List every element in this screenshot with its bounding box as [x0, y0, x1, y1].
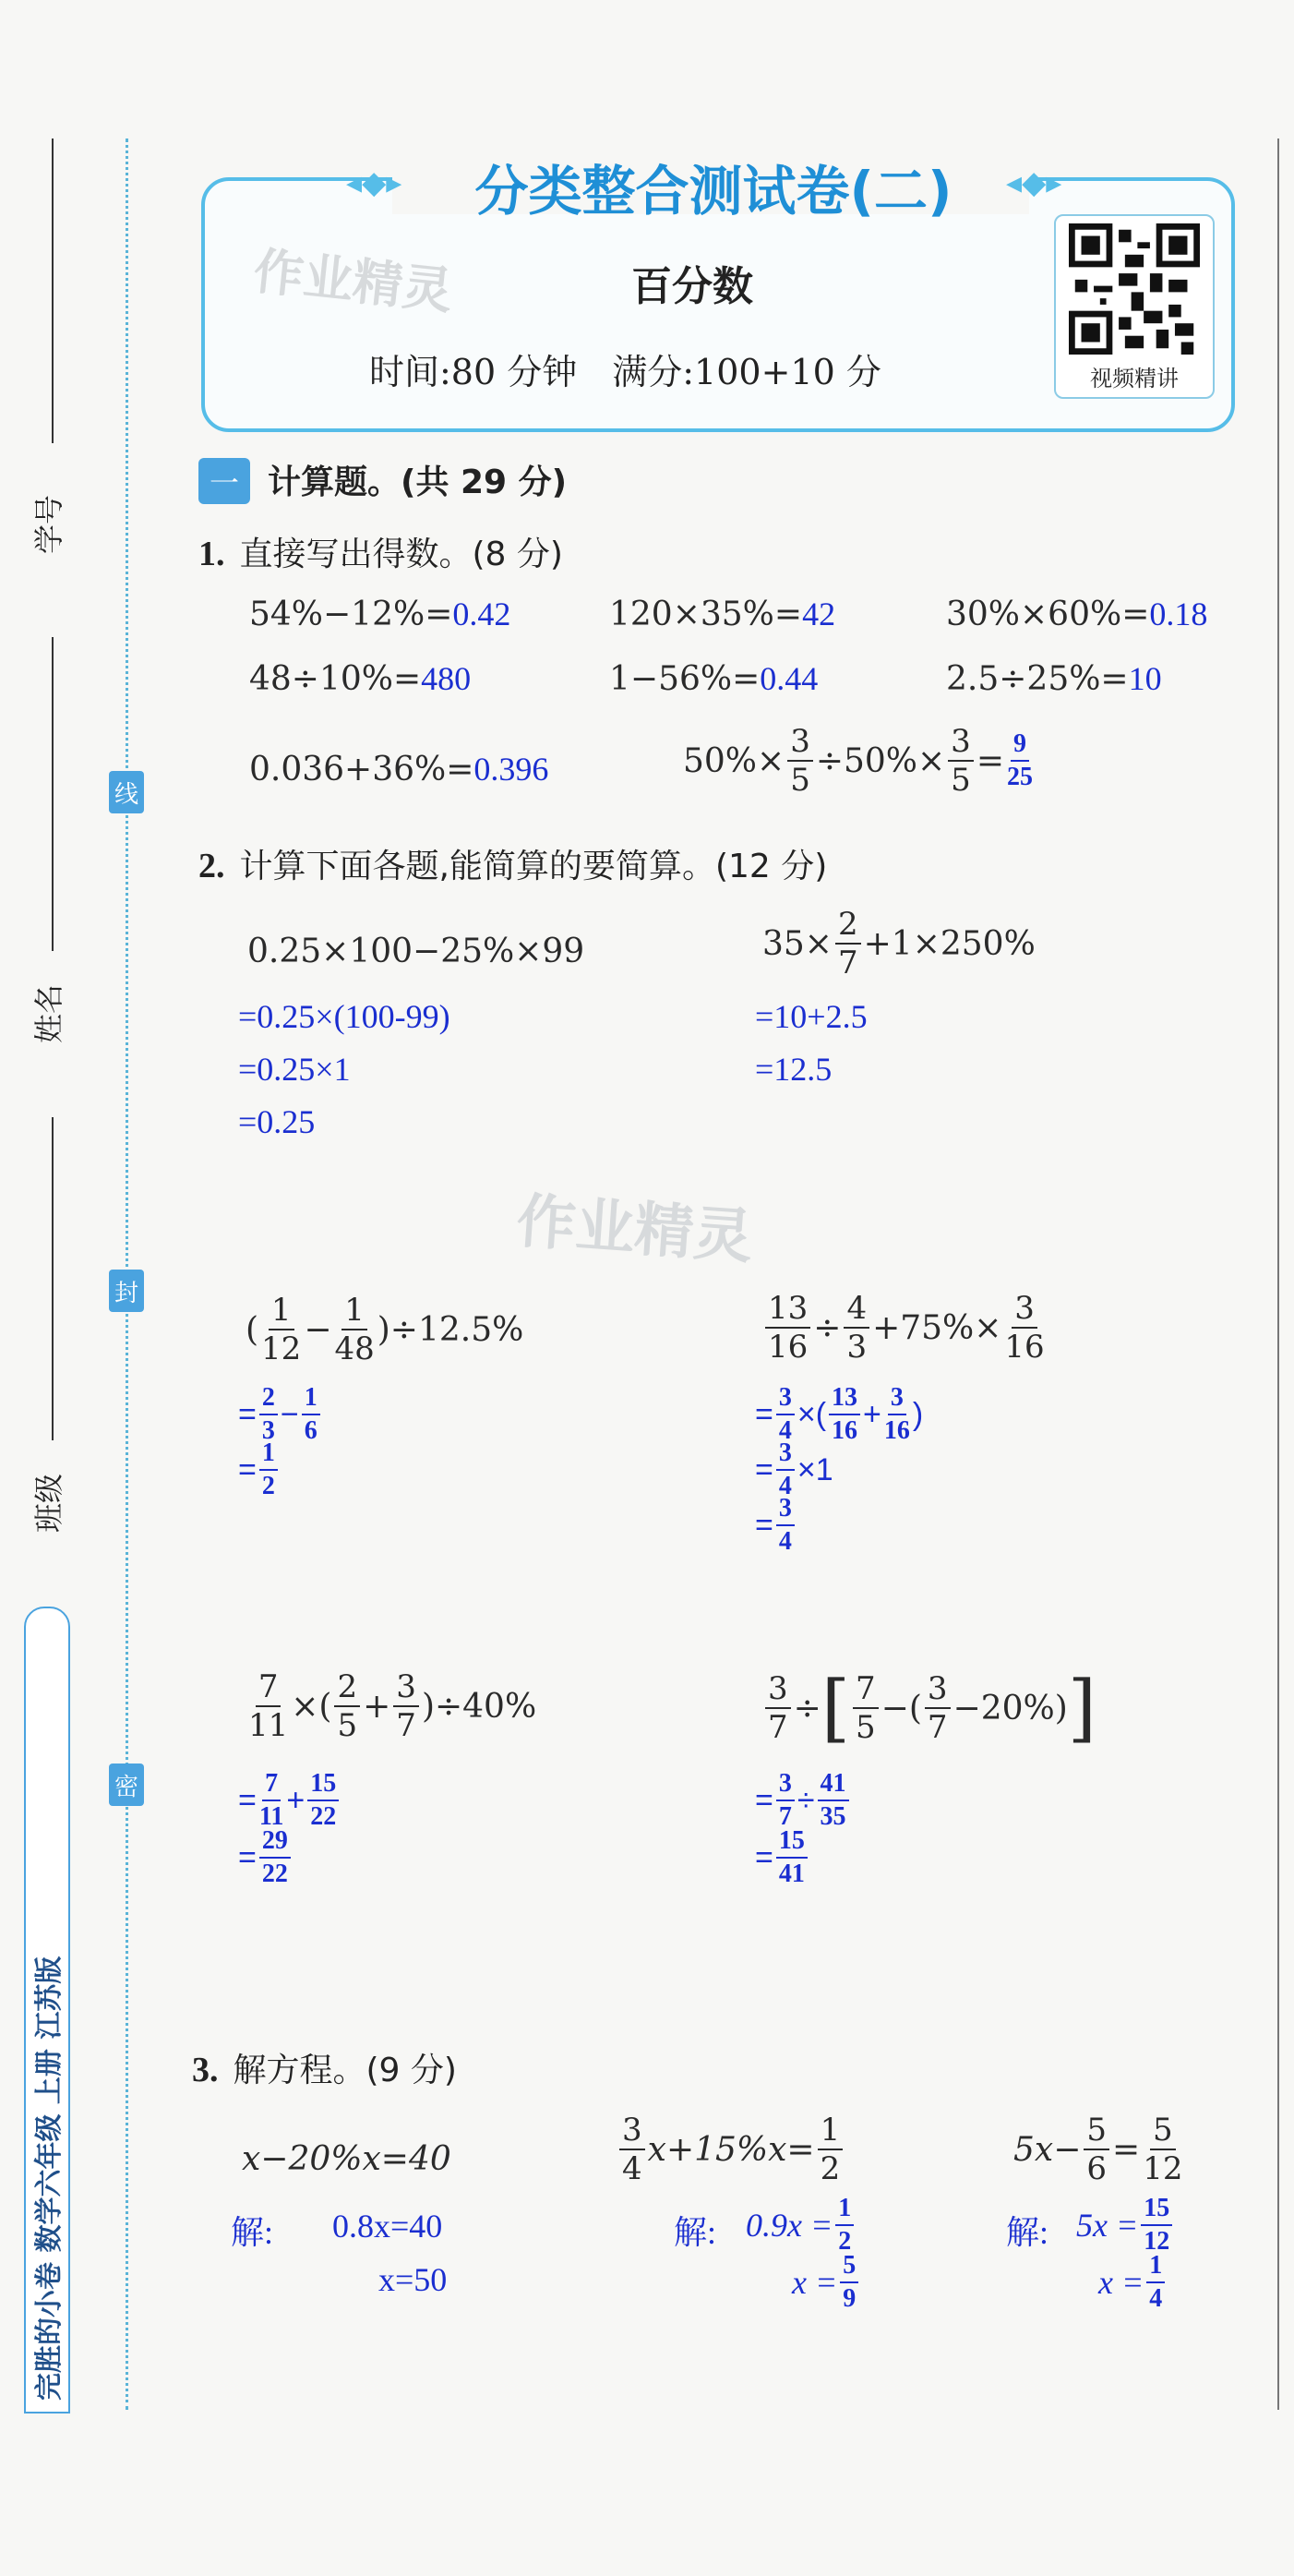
text: =	[755, 1396, 773, 1432]
numerator: 1	[341, 1294, 367, 1330]
q2-p3-step	[238, 1440, 281, 1499]
qr-caption: 视频精讲	[1090, 366, 1179, 391]
q1-answer: 480	[421, 660, 472, 697]
rule-name	[52, 637, 54, 951]
q3-e3-jie: 解:	[1006, 2214, 1049, 2251]
q1-answer: 42	[802, 596, 836, 632]
numerator: 3	[765, 1673, 791, 1709]
text: =	[238, 1396, 257, 1432]
q2-p5-step	[238, 1828, 294, 1887]
q2-text: 计算下面各题,能简算的要简算。(12 分)	[239, 848, 828, 885]
text: −	[280, 1396, 299, 1432]
denominator: 16	[768, 1329, 809, 1366]
q3-equation-1: x−20%x=40	[242, 2140, 451, 2178]
text: x =	[792, 2264, 838, 2301]
numerator: 3	[787, 726, 813, 762]
q2-p3-step	[238, 1385, 323, 1444]
denominator: 9	[843, 2284, 857, 2313]
denominator: 3	[846, 1329, 868, 1366]
denominator: 3	[261, 1416, 275, 1445]
numerator: 1	[302, 1385, 320, 1415]
text: ÷	[813, 1308, 842, 1347]
denominator: 16	[832, 1416, 858, 1445]
fraction	[884, 1385, 910, 1444]
text: =	[238, 1451, 257, 1487]
fraction	[925, 1670, 951, 1746]
fraction	[818, 2114, 844, 2185]
q3-text: 解方程。(9 分)	[233, 2052, 457, 2089]
q3-e2-jie: 解:	[674, 2214, 717, 2251]
answer-fraction	[1007, 731, 1033, 790]
q1-header	[198, 528, 563, 575]
q3-e1-step: x=50	[378, 2261, 448, 2298]
fraction	[261, 1294, 301, 1365]
q1-item	[609, 659, 818, 698]
q1-answer: 0.42	[452, 596, 511, 632]
q2-p6-step	[755, 1828, 810, 1887]
q2-p2-step: =12.5	[755, 1051, 833, 1088]
numerator: 13	[765, 1293, 810, 1329]
q3-number: 3.	[192, 2051, 219, 2089]
fraction	[1004, 1290, 1045, 1366]
denominator: 4	[622, 2150, 642, 2187]
denominator: 2	[838, 2227, 852, 2256]
numerator: 9	[1011, 731, 1029, 762]
numerator: 1	[818, 2114, 844, 2150]
denominator: 7	[927, 1709, 948, 1746]
denominator: 2	[820, 2150, 841, 2187]
text: )	[912, 1396, 924, 1432]
denominator: 35	[820, 1802, 846, 1831]
q2-problem-4	[762, 1290, 1048, 1366]
text: ÷	[793, 1689, 821, 1727]
numerator: 1	[269, 1294, 294, 1330]
q1-item	[249, 750, 548, 788]
fraction	[1141, 2196, 1172, 2255]
fraction	[259, 1440, 278, 1499]
text: ×1	[797, 1451, 833, 1487]
q1-expr: 30%×60%=	[946, 596, 1150, 633]
numerator: 3	[925, 1673, 951, 1709]
denominator: 12	[1143, 2150, 1183, 2187]
denominator: 11	[258, 1802, 284, 1831]
fraction	[1084, 2114, 1109, 2185]
text: 0.9x =	[746, 2207, 833, 2244]
subtitle: 百分数	[631, 263, 753, 310]
denominator: 6	[1086, 2150, 1108, 2187]
title-ornament-left: ◂◆▸	[346, 164, 402, 201]
text: =	[755, 1507, 773, 1543]
numerator: 5	[1084, 2114, 1109, 2150]
q1-item	[946, 595, 1207, 633]
q2-p6-step	[755, 1771, 852, 1830]
q3-e3-step	[1076, 2196, 1175, 2255]
q1-answer: 0.18	[1149, 596, 1208, 632]
fraction	[948, 723, 974, 799]
numerator: 15	[1141, 2196, 1172, 2226]
q2-p1-step: =0.25×(100-99)	[238, 998, 450, 1035]
q1-expr: 120×35%=	[609, 596, 803, 633]
numerator: 7	[853, 1673, 879, 1709]
fraction	[302, 1385, 320, 1444]
q1-item	[249, 595, 510, 633]
text: +1×250%	[863, 924, 1036, 963]
numerator: 3	[776, 1385, 795, 1415]
denominator: 4	[778, 1527, 792, 1556]
denominator: 11	[248, 1707, 289, 1744]
text: −	[304, 1310, 332, 1349]
q1-answer: 0.396	[473, 751, 549, 788]
denominator: 22	[261, 1860, 288, 1888]
numerator: 41	[818, 1771, 849, 1801]
denominator: 16	[883, 1416, 910, 1445]
q1-answer: 10	[1128, 660, 1162, 697]
denominator: 41	[778, 1860, 805, 1888]
fraction	[259, 1828, 291, 1887]
section-title: 计算题。(共 29 分)	[268, 463, 568, 501]
text: =	[755, 1782, 773, 1818]
q1-expr: 2.5÷25%=	[946, 660, 1129, 698]
text: +75%×	[872, 1308, 1002, 1347]
q2-problem-3	[246, 1294, 523, 1365]
tag-xian: 线	[109, 771, 144, 813]
q2-problem-5	[246, 1668, 537, 1744]
numerator: 7	[262, 1771, 281, 1801]
numerator: 2	[259, 1385, 278, 1415]
denominator: 4	[1149, 2284, 1163, 2313]
fraction	[835, 2196, 854, 2255]
numerator: 4	[844, 1293, 869, 1329]
fraction	[829, 1385, 860, 1444]
q1-item	[946, 659, 1162, 698]
text: 5x =	[1076, 2207, 1139, 2244]
fraction	[259, 1771, 283, 1830]
numerator: 2	[334, 1671, 360, 1707]
text: =	[238, 1782, 257, 1818]
text: 35×	[762, 924, 833, 963]
right-edge-rule	[1277, 138, 1279, 2410]
q3-equation-3	[1013, 2114, 1185, 2185]
text: −20%)	[953, 1689, 1068, 1727]
tag-feng: 封	[109, 1270, 144, 1312]
numerator: 3	[776, 1496, 795, 1526]
q2-p1-step: =0.25×1	[238, 1051, 351, 1088]
label-number: 学号	[31, 494, 66, 554]
numerator: 3	[1012, 1293, 1037, 1329]
fraction	[765, 1670, 791, 1746]
numerator: 5	[1150, 2114, 1176, 2150]
fraction	[776, 1771, 795, 1830]
q1-item	[249, 659, 471, 698]
q2-problem-2	[762, 906, 1036, 981]
q3-e1-jie: 解:	[231, 2214, 274, 2251]
q1-fraction-item	[683, 723, 1036, 799]
tag-mi: 密	[109, 1763, 144, 1806]
q1-number: 1.	[198, 535, 225, 573]
fraction	[1146, 2253, 1165, 2312]
numerator: 3	[776, 1440, 795, 1471]
q3-e2-step	[746, 2196, 857, 2255]
numerator: 15	[307, 1771, 339, 1801]
fraction	[307, 1771, 339, 1830]
text: ÷	[797, 1782, 815, 1818]
fraction	[844, 1290, 869, 1366]
rule-class	[52, 1117, 54, 1440]
fraction	[776, 1828, 808, 1887]
denominator: 48	[334, 1330, 375, 1367]
text: =	[755, 1839, 773, 1875]
fraction	[619, 2114, 645, 2185]
denominator: 4	[778, 1416, 792, 1445]
q2-p4-step	[755, 1440, 833, 1499]
numerator: 13	[829, 1385, 860, 1415]
fraction	[334, 1294, 374, 1365]
fraction	[765, 1290, 810, 1366]
numerator: 29	[259, 1828, 291, 1859]
q1-expr: 48÷10%=	[249, 660, 422, 698]
title-ornament-right: ◂◆▸	[1006, 164, 1062, 201]
q3-e1-step: 0.8x=40	[332, 2208, 443, 2245]
numerator: 3	[776, 1771, 795, 1801]
denominator: 6	[304, 1416, 318, 1445]
text: +	[363, 1687, 391, 1726]
text: +	[863, 1396, 881, 1432]
q2-number: 2.	[198, 847, 225, 885]
book-title: 完胜的小卷 数学六年级 上册 江苏版	[33, 1956, 66, 2401]
numerator: 3	[888, 1385, 906, 1415]
q2-problem-1: 0.25×100−25%×99	[247, 933, 585, 970]
denominator: 16	[1004, 1329, 1045, 1366]
fraction	[1143, 2114, 1182, 2185]
numerator: 1	[1146, 2253, 1165, 2283]
denominator: 25	[1006, 763, 1033, 791]
text: =	[1112, 2130, 1141, 2169]
denominator: 7	[768, 1709, 788, 1746]
numerator: 3	[619, 2114, 645, 2150]
q2-p1-step: =0.25	[238, 1103, 316, 1140]
denominator: 4	[778, 1472, 792, 1500]
text: −(	[881, 1689, 922, 1727]
denominator: 5	[856, 1709, 876, 1746]
numerator: 5	[840, 2253, 858, 2283]
fraction	[787, 723, 813, 799]
fraction	[835, 906, 861, 981]
denominator: 7	[396, 1707, 416, 1744]
watermark-top: 作业精灵	[250, 241, 456, 321]
fraction	[776, 1440, 795, 1499]
denominator: 22	[310, 1802, 337, 1831]
denominator: 7	[837, 945, 858, 981]
denominator: 5	[337, 1707, 358, 1744]
q2-p2-step: =10+2.5	[755, 998, 868, 1035]
q3-header	[192, 2044, 457, 2091]
text: )÷12.5%	[377, 1310, 524, 1349]
text: ×(	[291, 1687, 332, 1726]
q2-p4-step	[755, 1496, 797, 1555]
page-title: 分类整合测试卷(二)	[474, 160, 953, 223]
text: =	[238, 1839, 257, 1875]
text: 50%×	[683, 741, 785, 780]
fraction	[776, 1496, 795, 1555]
fraction	[776, 1385, 795, 1444]
q1-expr: 0.036+36%=	[249, 751, 474, 788]
text: )÷40%	[421, 1687, 537, 1726]
q1-text: 直接写出得数。(8 分)	[239, 536, 563, 573]
fraction	[818, 1771, 849, 1830]
numerator: 1	[259, 1440, 278, 1471]
q2-p4-step	[755, 1385, 923, 1444]
fraction	[248, 1668, 289, 1744]
numerator: 15	[776, 1828, 808, 1859]
watermark-middle: 作业精灵	[514, 1187, 755, 1272]
q3-equation-2	[617, 2114, 845, 2185]
text: (	[246, 1310, 259, 1349]
q2-p5-step	[238, 1771, 341, 1830]
fraction	[393, 1668, 419, 1744]
fraction	[840, 2253, 858, 2312]
numerator: 3	[393, 1671, 419, 1707]
label-name: 姓名	[31, 983, 66, 1043]
text: =	[755, 1451, 773, 1487]
denominator: 5	[951, 762, 971, 799]
fraction	[259, 1385, 278, 1444]
fraction	[853, 1670, 879, 1746]
text: x+15%x=	[647, 2130, 815, 2169]
q2-header	[198, 840, 827, 887]
denominator: 12	[1144, 2227, 1170, 2256]
q3-e2-step	[792, 2253, 861, 2312]
text: =	[976, 741, 1004, 780]
fraction	[334, 1668, 360, 1744]
q1-expr: 1−56%=	[609, 660, 761, 698]
label-class: 班级	[31, 1473, 66, 1533]
text: 5x−	[1013, 2130, 1082, 2169]
numerator: 2	[835, 909, 861, 945]
left-bracket: [	[821, 1665, 851, 1751]
numerator: 1	[835, 2196, 854, 2226]
q3-e3-step	[1098, 2253, 1168, 2312]
text: ÷50%×	[815, 741, 946, 780]
q1-item	[609, 595, 835, 633]
denominator: 12	[261, 1330, 302, 1367]
qr-code-icon	[1069, 223, 1200, 355]
numerator: 7	[256, 1671, 282, 1707]
text: ×(	[797, 1396, 827, 1432]
denominator: 5	[790, 762, 810, 799]
q2-problem-6	[762, 1665, 1096, 1751]
time-info: 时间:80 分钟 满分:100+10 分	[369, 352, 881, 392]
denominator: 7	[778, 1802, 792, 1831]
q1-answer: 0.44	[760, 660, 819, 697]
qr-code	[1054, 214, 1215, 399]
right-bracket: ]	[1067, 1665, 1096, 1751]
numerator: 3	[948, 726, 974, 762]
q1-expr: 54%−12%=	[249, 596, 453, 633]
denominator: 2	[261, 1472, 275, 1500]
section-badge: 一	[198, 458, 250, 504]
text: x =	[1098, 2264, 1144, 2301]
rule-number	[52, 138, 54, 443]
text: +	[286, 1782, 306, 1818]
